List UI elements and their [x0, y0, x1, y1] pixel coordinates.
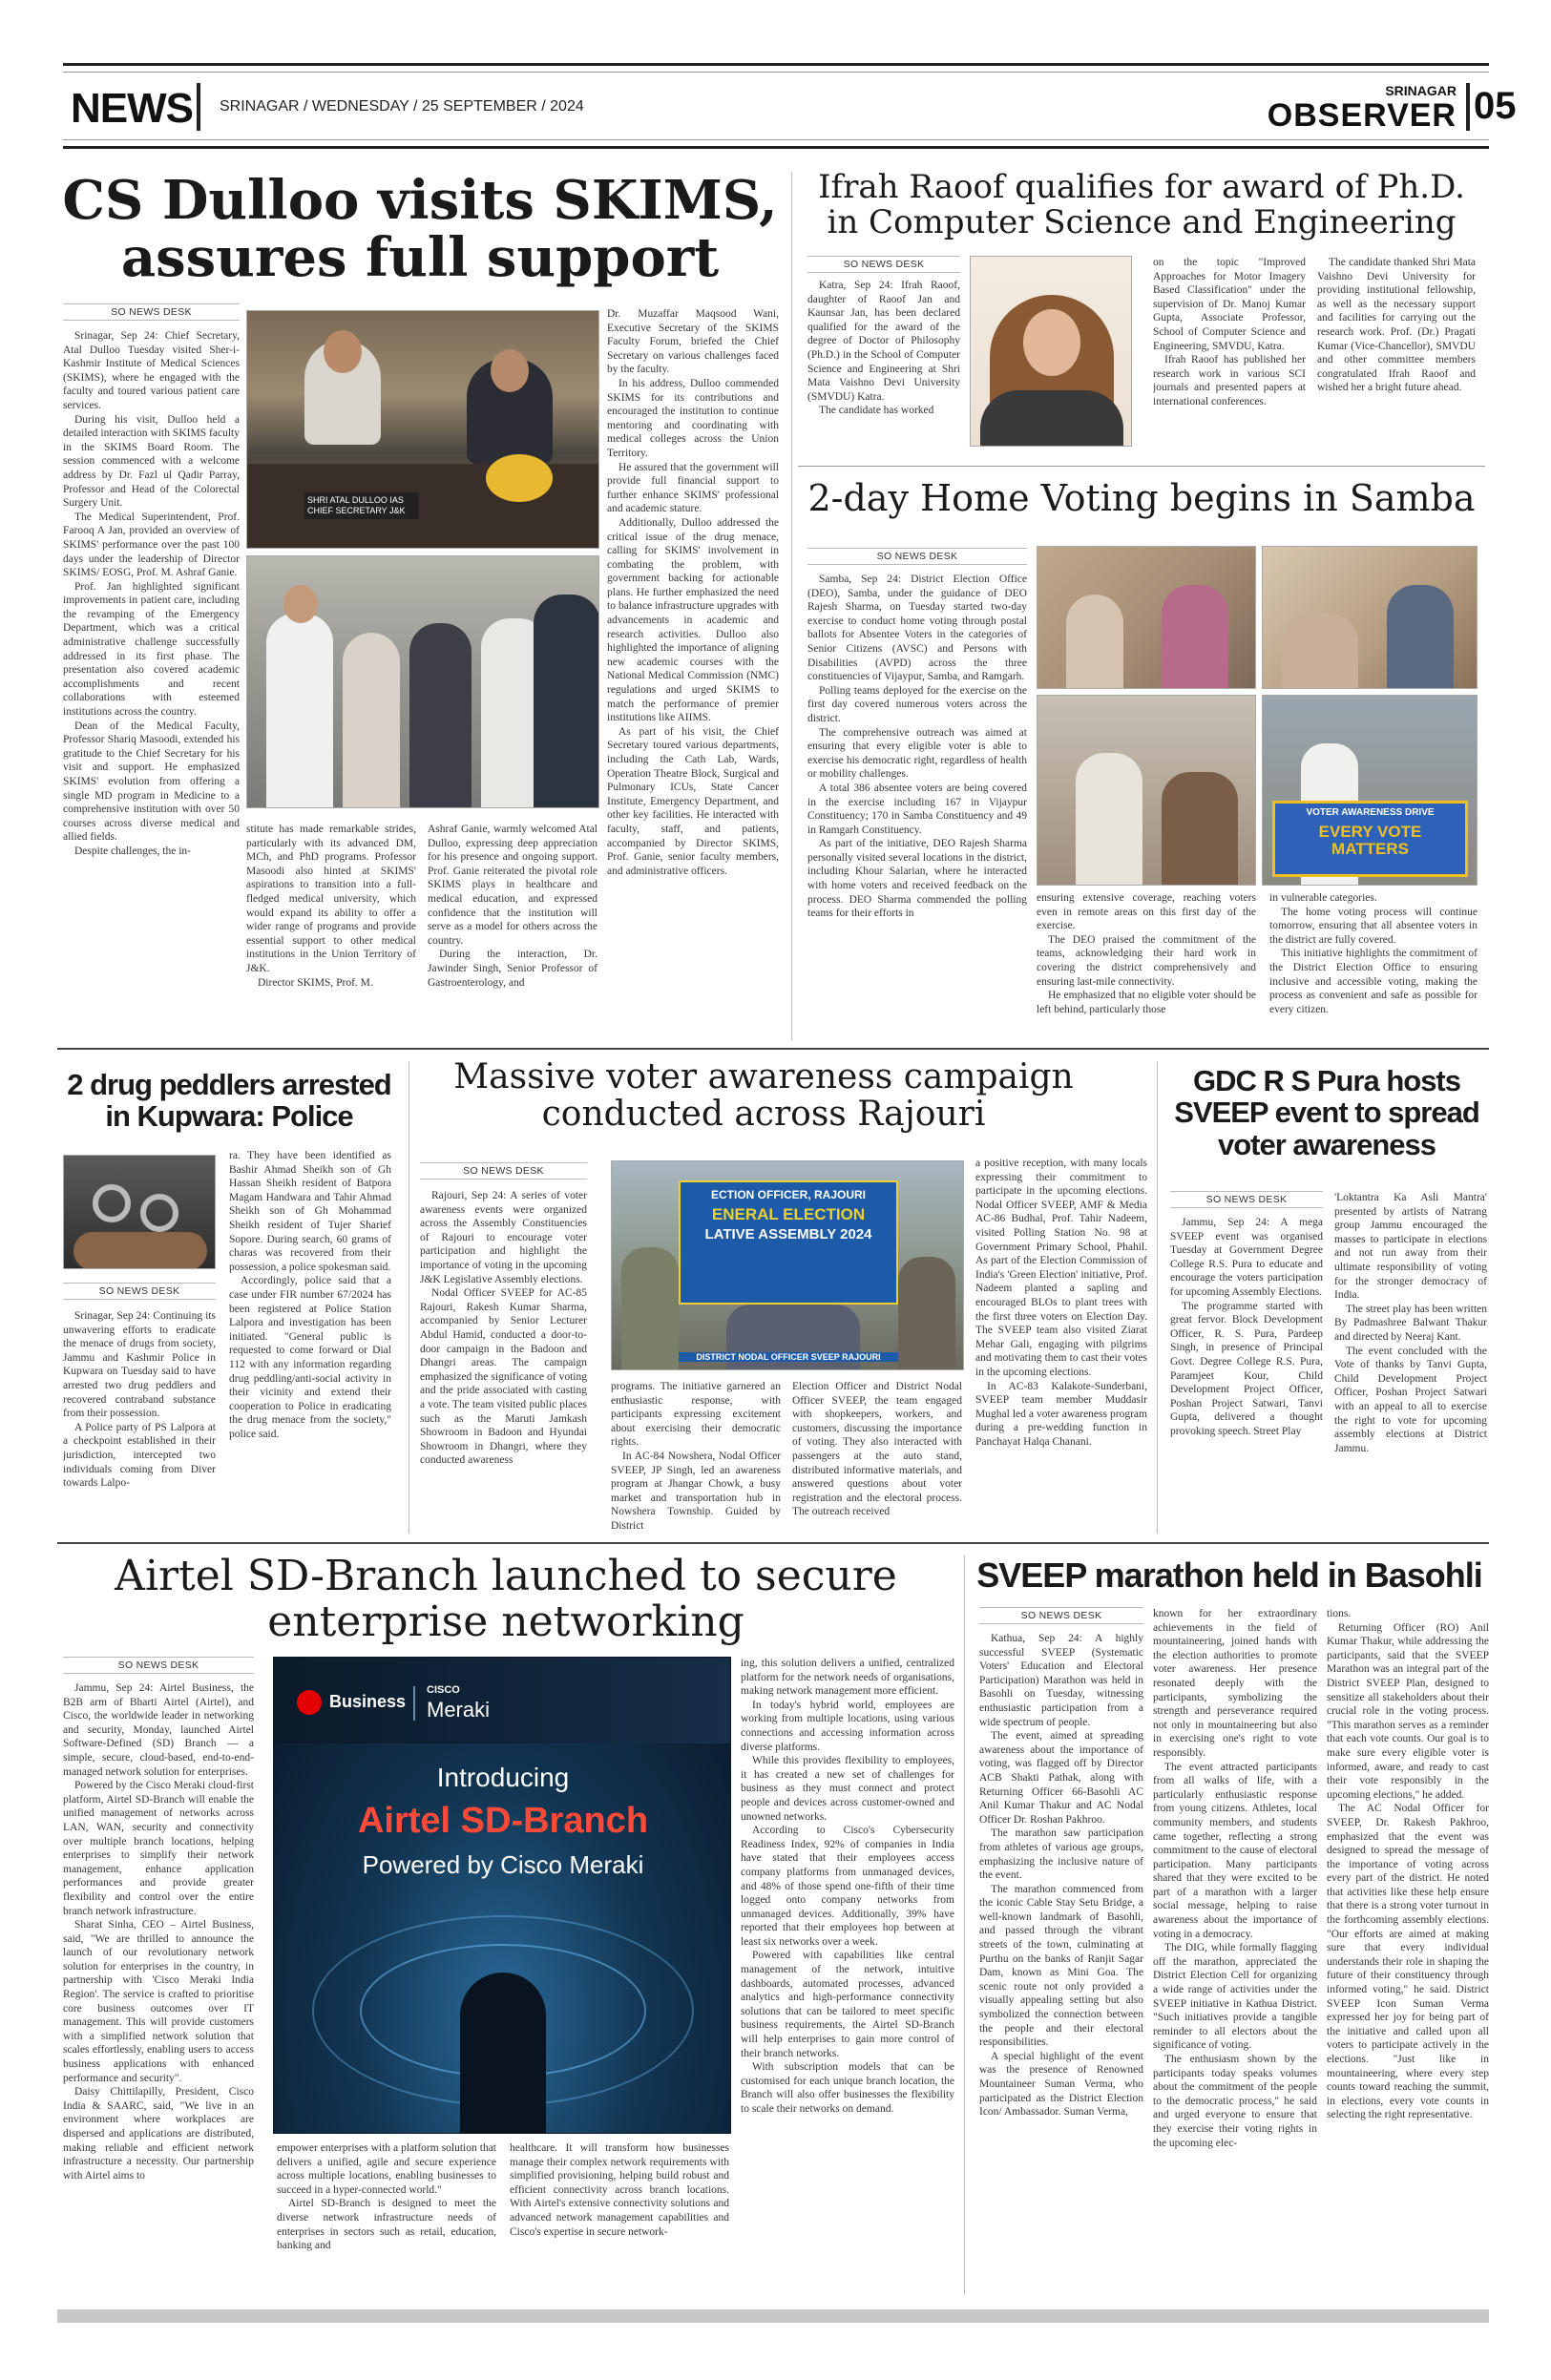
story7-headline: Airtel SD-Branch launched to secure enterprise networking	[115, 1552, 897, 1646]
story3-col1: Samba, Sep 24: District Election Office (DEO), Samba, under the guidance of DEO Rajesh Sharma, on Tuesday started two-day exercise to conduct home voting through postal ballots for Absentee Voters in the categories of Senior Citizens (AVSC) and Persons with Disabilities (AVPD) across the three constituencies of Vijaypur, Samba, and Ramgarh. Polling teams deployed for the exercise on the first day covered numerous voters across the district. The comprehensive outreach was aimed at ensuring that every eligible voter is able to exercise his democratic right, regardless of health or mobility challenges. A total 386 absentee voters are being covered in the exercise including 167 in Vijaypur Constituency; 170 in Samba Constituency and 49 in Ramgarh Constituency. As part of the initiative, DEO Rajesh Sharma personally visited several locations in the district, including Khour Salarian, where he interacted with home voters and received feedback on the process. DEO Sharma commended the polling teams for their efforts in	[807, 574, 1027, 920]
story7-col4: ing, this solution delivers a unified, centralized platform for the network needs of organisations, making network management more efficient. In today's hybrid world, employees are working from multiple locations, using various connections and accessing information across diverse platforms. While this provides flexibility to employees, it has created a new set of challenges for business as they must connect and protect people and devices across customer-owned and unowned networks. According to Cisco's Cybersecurity Readiness Index, 92% of companies in India have stated that their employees access company platforms from unmanaged devices, and 48% of those spend one-fifth of their time logged onto company networks from unmanaged devices. Additionally, 39% have reported that their employees hop between at least six networks over a week. Powered with capabilities like central management of the network, intuitive dashboards, automated processes, advanced analytics and high-performance connectivity solutions that can be tailored to meet specific business requirements, the Airtel SD-Branch will help enterprises to gain more control of their branch networks. With subscription models that can be customised for each unique branch location, the Branch will also offer businesses the flexibility to scale their networks on demand.	[741, 1658, 954, 2115]
photo-rajouri-campaign	[611, 1160, 964, 1370]
story7-desk: SO NEWS DESK	[63, 1657, 254, 1674]
banner-line2: ENERAL ELECTION	[711, 1205, 866, 1223]
ad-product: Airtel SD-Branch	[357, 1801, 649, 1841]
banner-top-text: VOTER AWARENESS DRIVE	[1306, 807, 1435, 818]
photo-chief-secretary-meeting	[246, 310, 599, 549]
story5-col4: a positive reception, with many locals expressing their commitment to participate in the upcoming elections. Nodal Officer SVEEP, AMF & Media AC-86 Budhal, Prof. Tahir Nadeem, visited Polling Station No. 98 at Government Primary School, Phahil. As part of the Election Commission of India's 'Green Election' initiative, Prof. Nadeem planted a sapling and encouraged BLOs to plant trees with the first three voters on Election Day. The SVEEP team also visited Ziarat Mehar Gali, engaging with pilgrims and motivating them to cast their votes in the upcoming elections. In AC-83 Kalakote-Sunderbani, SVEEP team member Muddasir Mughal led a voter awareness program during a pre-wedding function in Panchayat Halqa Chanani.	[975, 1158, 1147, 1448]
brand-logo: OBSERVER	[1267, 97, 1457, 134]
photo-home-voting-2	[1262, 546, 1478, 689]
brand-top: SRINAGAR	[1385, 83, 1457, 98]
story4-headline: 2 drug peddlers arrested in Kupwara: Police	[67, 1068, 391, 1134]
ad-partner: Meraki	[427, 1698, 491, 1722]
story2-desk: SO NEWS DESK	[807, 256, 960, 273]
story3-col2: ensuring extensive coverage, reaching voters even in remote areas on this first day of the exercise. The DEO praised the commitment of the teams, acknowledging their hard work in covering the district comprehensively and ensuring last-mile connectivity. He emphasized that no eligible voter should be left behind, particularly those	[1037, 892, 1256, 1015]
story5-headline: Massive voter awareness campaign conducted across Rajouri	[453, 1057, 1074, 1134]
dateline: SRINAGAR / WEDNESDAY / 25 SEPTEMBER / 2024	[220, 98, 584, 115]
ad-powered: Powered by Cisco Meraki	[362, 1850, 644, 1879]
story3-desk: SO NEWS DESK	[807, 548, 1027, 565]
story4-col2: ra. They have been identified as Bashir Ahmad Sheikh son of Gh Hassan Sheikh resident of Batpora Magam Handwara and Tahir Ahmad Sheikh son of Gh Mohammad Sheikh resident of Tujer Sharief Sopore. During search, 60 grams of charas was recovered from their possession, a police spokesman said. Accordingly, police said that a case under FIR number 67/2024 has been registered at Police Station Lalpora and investigation has been initiated. "General public is requested to come forward or Dial 112 with any information regarding drug peddling/anti-social activity in their vicinity and extend their cooperation to Police in eradicating the drug menace from the society," police said.	[229, 1150, 391, 1440]
story5-col2: programs. The initiative garnered an enthusiastic response, with participants expressing excitement about exercising their democratic rights. In AC-84 Nowshera, Nodal Officer SVEEP, JP Singh, led an awareness program at Jhangar Chowk, a busy market and transportation hub in Nowshera Township. Guided by District	[611, 1381, 781, 1532]
story1-col3: Ashraf Ganie, warmly welcomed Atal Dulloo, expressing deep appreciation for his presence and ongoing support. Prof. Ganie reiterated the pivotal role SKIMS plays in healthcare and medical education, and expressed confidence that the institution will serve as a model for others across the country. During the interaction, Dr. Jawinder Singh, Senior Professor of Gastroenterology, and	[428, 824, 597, 989]
story1-col2: stitute has made remarkable strides, particularly with its advanced DM, MCh, and PhD programs. Professor Masoodi also hinted at SKIMS' aspirations to transition into a full-fledged medical university, which would expand its ability to offer a wider range of programs and provide essential support to other medical institutions in the Union Territory of J&K. Director SKIMS, Prof. M.	[246, 824, 416, 989]
story1-col1: Srinagar, Sep 24: Chief Secretary, Atal Dulloo Tuesday visited Sher-i-Kashmir Institute of Medical Sciences (SKIMS), where he engaged with the faculty and toured various patient care services. During his visit, Dulloo held a detailed interaction with SKIMS faculty in the SKIMS Board Room. The session commenced with a welcome address by Dr. Fazl ul Qadir Parray, Professor and Head of the Colorectal Surgery Unit. The Medical Superintendent, Prof. Farooq A Jan, provided an overview of SKIMS' performance over the past 100 days under the leadership of Director SKIMS/ EOSG, Prof. M. Ashraf Ganie. Prof. Jan highlighted significant improvements in patient care, including the revamping of the Emergency Department, which was a critical administrative challenge successfully addressed in its first phase. The presentation also covered academic accomplishments and recent collaborations with esteemed institutions across the country. Dean of the Medical Faculty, Professor Shariq Masoodi, extended his gratitude to the Chief Secretary for his visit and support. He emphasized SKIMS' evolution from offering a single MD program in Medicine to a comprehensive institution with over 50 courses across diverse medical and allied fields. Despite challenges, the in-	[63, 330, 240, 857]
story5-col3: Election Officer and District Nodal Officer SVEEP, the team engaged with shopkeepers, workers, and customers, discussing the importance of voting. They also interacted with passengers at the auto stand, distributed informative materials, and answered questions about voter registration and the electoral process. The outreach received	[792, 1381, 962, 1518]
ad-brand: Business	[329, 1692, 407, 1711]
photo-ifrah-raoof	[970, 256, 1132, 447]
story6-headline: GDC R S Pura hosts SVEEP event to spread voter awareness	[1174, 1064, 1479, 1161]
story2-col1: Katra, Sep 24: Ifrah Raoof, daughter of Raoof Jan and Kaunsar Jan, has been declared qualified for the award of the degree of Doctor of Philosophy (Ph.D.) in the School of Computer Science and Engineering at Shri Mata Vaishno Devi University (SMVDU) Katra. The candidate has worked	[807, 280, 960, 417]
story4-desk: SO NEWS DESK	[63, 1283, 216, 1300]
story7-col2: empower enterprises with a platform solution that delivers a unified, agile and secure experience across multiple locations, enabling businesses to succeed in a hyper-connected world." Airtel SD-Branch is designed to meet the diverse network infrastructure needs of enterprises in sectors such as retail, education, banking and	[277, 2142, 496, 2252]
banner-line1: ECTION OFFICER, RAJOURI	[710, 1188, 866, 1201]
section-title: NEWS	[71, 85, 193, 132]
name-plate: SHRI ATAL DULLOO IAS CHIEF SECRETARY J&K	[304, 492, 419, 519]
story8-col2: known for her extraordinary achievements in the field of mountaineering, joined hands with the election authorities to promote voter awareness. Her presence resonated deeply with the participants, symbolizing the strength and perseverance required not only in mountaineering but also in exercising one's right to vote responsibly. The event attracted participants from all walks of life, with a particularly enthusiastic response from young citizens. Athletes, local community members, and students came together, reflecting a strong commitment to the cause of electoral participation. Many participants shared that they were excited to be part of a marathon with a larger social message, helping to raise awareness about the importance of voting in a democracy. The DIG, while formally flagging off the marathon, appreciated the District Election Cell for organizing a wide range of activities under the SVEEP initiative in Kathua District. "Such initiatives provide a tangible reminder to all electors about the significance of voting. The enthusiasm shown by the participants today speaks volumes about the commitment of the people to the democratic process," he said and urged everyone to ensure that they exercise their voting rights in the upcoming elec-	[1153, 1608, 1317, 2149]
cisco-logo-icon: CISCO	[427, 1684, 460, 1696]
story3-headline: 2-day Home Voting begins in Samba	[807, 477, 1476, 519]
story1-col4: Dr. Muzaffar Maqsood Wani, Executive Secretary of the SKIMS Faculty Forum, briefed the Chief Secretary on various challenges faced by the faculty. In his address, Dulloo commended SKIMS for its contributions and encouraged the institution to continue mentoring and coordinating with medical colleges across the Union Territory. He assured that the government will provide full financial support to further enhance SKIMS' professional and academic stature. Additionally, Dulloo addressed the critical issue of the drug menace, calling for SKIMS' involvement in combating the problem, with government backing for actionable plans. He further emphasized the need to balance infrastructure upgrades with advancements in academic and research activities. Dulloo also highlighted the importance of aligning new academic courses with the National Medical Commission (NMC) regulations and urged SKIMS to match the performance of premier institutions like AIIMS. As part of his visit, the Chief Secretary toured various departments, including the Cath Lab, Wards, Operation Theatre Block, Surgical and Pulmonary ICUs, State Cancer Institute, Emergency Department, and other key facilities. He interacted with faculty, staff, and patients, accompanied by Director SKIMS, Prof. Ganie, senior faculty members, and administrative officers.	[607, 308, 779, 877]
photo-home-voting-1	[1037, 546, 1256, 689]
ad-intro: Introducing	[436, 1763, 570, 1792]
story7-col3: healthcare. It will transform how businesses manage their complex network requirements with simplified provisioning, helping build robust and efficient connectivity across branch locations. With Airtel's extensive connectivity solutions and advanced network management capabilities and Cisco's expertise in secure network-	[510, 2142, 729, 2238]
page-number: 05	[1474, 85, 1517, 127]
story1-headline: CS Dulloo visits SKIMS, assures full support	[62, 169, 778, 290]
airtel-logo-icon	[297, 1690, 322, 1715]
banner-line3: LATIVE ASSEMBLY 2024	[704, 1226, 872, 1242]
story8-col3: tions. Returning Officer (RO) Anil Kumar Thakur, while addressing the participants, said that the SVEEP Marathon was an integral part of the District SVEEP Plan, designed to sensitize all stakeholders about their crucial role in the voting process. "This marathon serves as a reminder that each vote counts. Our goal is to make sure every eligible voter is informed, aware, and ready to cast their vote responsibly in the upcoming elections," he added. The AC Nodal Officer for SVEEP, Dr. Rakesh Pakhroo, emphasized that the event was designed to spread the message of the importance of voting across every part of the district. He noted that activities like these help ensure that there is a strong voter turnout in the forthcoming assembly elections. "Our efforts are aimed at making sure that every individual understands their role in shaping the future of their constituency through informed voting," he said. District SVEEP Icon Suman Verma expressed her joy for being part of the initiative and called upon all voters to participate actively in the elections. "Just like in mountaineering, where every step counts toward reaching the summit, in elections, every vote counts in selecting the right representative.	[1327, 1608, 1489, 2121]
story7-col1: Jammu, Sep 24: Airtel Business, the B2B arm of Bharti Airtel (Airtel), and Cisco, the worldwide leader in networking and security, Monday, launched Airtel Software-Defined (SD) Branch — a simple, secure, cloud-based, end-to-end-managed network solution for enterprises. Powered by the Cisco Meraki cloud-first platform, Airtel SD-Branch will enable the unified management of networks across LAN, WAN, security and connectivity over multiple branch locations, helping enterprises to simplify their network management, enhance application performances and provide greater flexibility and control over the entire branch network infrastructure. Sharat Sinha, CEO – Airtel Business, said, "We are thrilled to announce the launch of our revolutionary network solution for enterprises in the country, in partnership with 'Cisco Meraki India Region'. The service is crafted to prioritise core business outcomes over IT management. This will provide customers with a simplified network solution that scales effortlessly, enabling users to access business applications with enhanced performance and security". Daisy Chittilapilly, President, Cisco India & SAARC, said, "We live in an environment where workplaces are dispersed and applications are distributed, making reliable and efficient network infrastructure a necessity. Our partnership with Airtel aims to	[63, 1682, 254, 2182]
story8-col1: Kathua, Sep 24: A highly successful SVEEP (Systematic Voters' Education and Electoral Participation) Marathon was held in Basohli on Tuesday, witnessing enthusiastic participation from a wide spectrum of people. The event, aimed at spreading awareness about the importance of voting, was flagged off by Director ACB Shakti Pathak, along with Returning Officer 66-Basohli AC Anil Kumar Thakur and AC Nodal Officer Dr. Roshan Pakhroo. The marathon saw participation from athletes of various age groups, emphasizing the inclusive nature of the event. The marathon commenced from the iconic Cable Stay Setu Bridge, a well-known landmark of Basohli, and passed through the vibrant streets of the town, culminating at Purthu on the banks of Ranjit Sagar Dam, known as Mini Goa. The scenic route not only provided a visually appealing setting but also symbolized the connection between the people and their electoral responsibilities. A special highlight of the event was the presence of Renowned Mountaineer Suman Verma, who participated as the District Election Icon/ Ambassador. Suman Verma,	[979, 1633, 1143, 2119]
story2-col3: The candidate thanked Shri Mata Vaishno Devi University for providing institutional fellowship, as well as the necessary support and facilities for carrying out the research work. Prof. (Dr.) Pragati Kumar (Vice-Chancellor), SMVDU and other committee members congratulated Ifrah Raoof and wished her a bright future ahead.	[1317, 257, 1476, 394]
airtel-ad	[273, 1657, 731, 2134]
story5-desk: SO NEWS DESK	[420, 1162, 587, 1180]
banner-footer: DISTRICT NODAL OFFICER SVEEP RAJOURI	[679, 1352, 898, 1362]
masthead	[63, 63, 1517, 149]
story6-col2: 'Loktantra Ka Asli Mantra' presented by artists of Natrang group Jammu encouraged the masses to participate in elections and not run away from their ultimate responsibility of voting for the stronger democracy of India. The street play has been written By Padmashree Balwant Thakur and directed by Neeraj Kant. The event concluded with the Vote of thanks by Tanvi Gupta, Child Development Project Officer, Poshan Project Satwari with an appeal to all to exercise the right to vote for upcoming assembly elections at District Jammu.	[1334, 1192, 1487, 1454]
story2-headline: Ifrah Raoof qualifies for award of Ph.D. in Computer Science and Engineering	[818, 168, 1465, 241]
photo-home-voting-3	[1037, 695, 1256, 886]
story4-col1: Srinagar, Sep 24: Continuing its unwavering efforts to eradicate the menace of drugs from society, Jammu and Kashmir Police in Kupwara on Tuesday said to have arrested two drug peddlers and recovered contraband substance from their possession. A Police party of PS Lalpora at a checkpoint established in their jurisdiction, intercepted two individuals coming from Diver towards Lalpo-	[63, 1310, 216, 1490]
story8-desk: SO NEWS DESK	[979, 1607, 1143, 1624]
story3-col3: in vulnerable categories. The home voting process will continue tomorrow, ensuring that all absentee voters in the district are fully covered. This initiative highlights the commitment of the District Election Office to ensuring inclusive and accessible voting, making the process as convenient and safe as possible for every citizen.	[1269, 892, 1478, 1015]
story5-col1: Rajouri, Sep 24: A series of voter awareness events were organized across the Assembly Constituencies of Rajouri to encourage voter participation and highlight the importance of voting in the upcoming J&K Legislative Assembly elections. Nodal Officer SVEEP for AC-85 Rajouri, Rakesh Kumar Sharma, accompanied by Senior Lecturer Abdul Hamid, conducted a door-to-door campaign in the Badoon and Dhangri areas. The campaign emphasized the significance of voting and the pride associated with casting a vote. The team visited public places such as the Maruti Jamkash Showroom in Badoon and Hyundai Showroom in Dhangri, where they conducted awareness	[420, 1190, 587, 1467]
story1-desk: SO NEWS DESK	[63, 303, 240, 321]
photo-hospital-tour	[246, 555, 599, 808]
footer-rule	[57, 2309, 1489, 2323]
story6-desk: SO NEWS DESK	[1170, 1191, 1323, 1208]
story8-headline: SVEEP marathon held in Basohli	[976, 1555, 1482, 1595]
banner-main-text: EVERY VOTE MATTERS	[1318, 823, 1422, 858]
story6-col1: Jammu, Sep 24: A mega SVEEP event was organised Tuesday at Government Degree College R.S. Pura to educate and encourage the voters participation for upcoming Assembly Elections. The programme started with great fervor. Block Development Officer, R. S. Pura, Pardeep Singh, in presence of Principal Govt. Degree College R.S. Pura, Paramjeet Kour, Child Development Project Officer, Poshan Project Satwari, Tanvi Gupta, delivered a thought provoking speech. Street Play	[1170, 1217, 1323, 1437]
photo-voter-awareness-banner	[1262, 695, 1478, 886]
photo-handcuffs	[63, 1155, 216, 1269]
story2-col2: on the topic "Improved Approaches for Motor Imagery Based Classification" under the supervision of Dr. Manoj Kumar Gupta, Associate Professor, School of Computer Science and Engineering, SMVDU, Katra. Ifrah Raoof has published her research work in various SCI journals and presented papers at international conferences.	[1153, 257, 1306, 407]
